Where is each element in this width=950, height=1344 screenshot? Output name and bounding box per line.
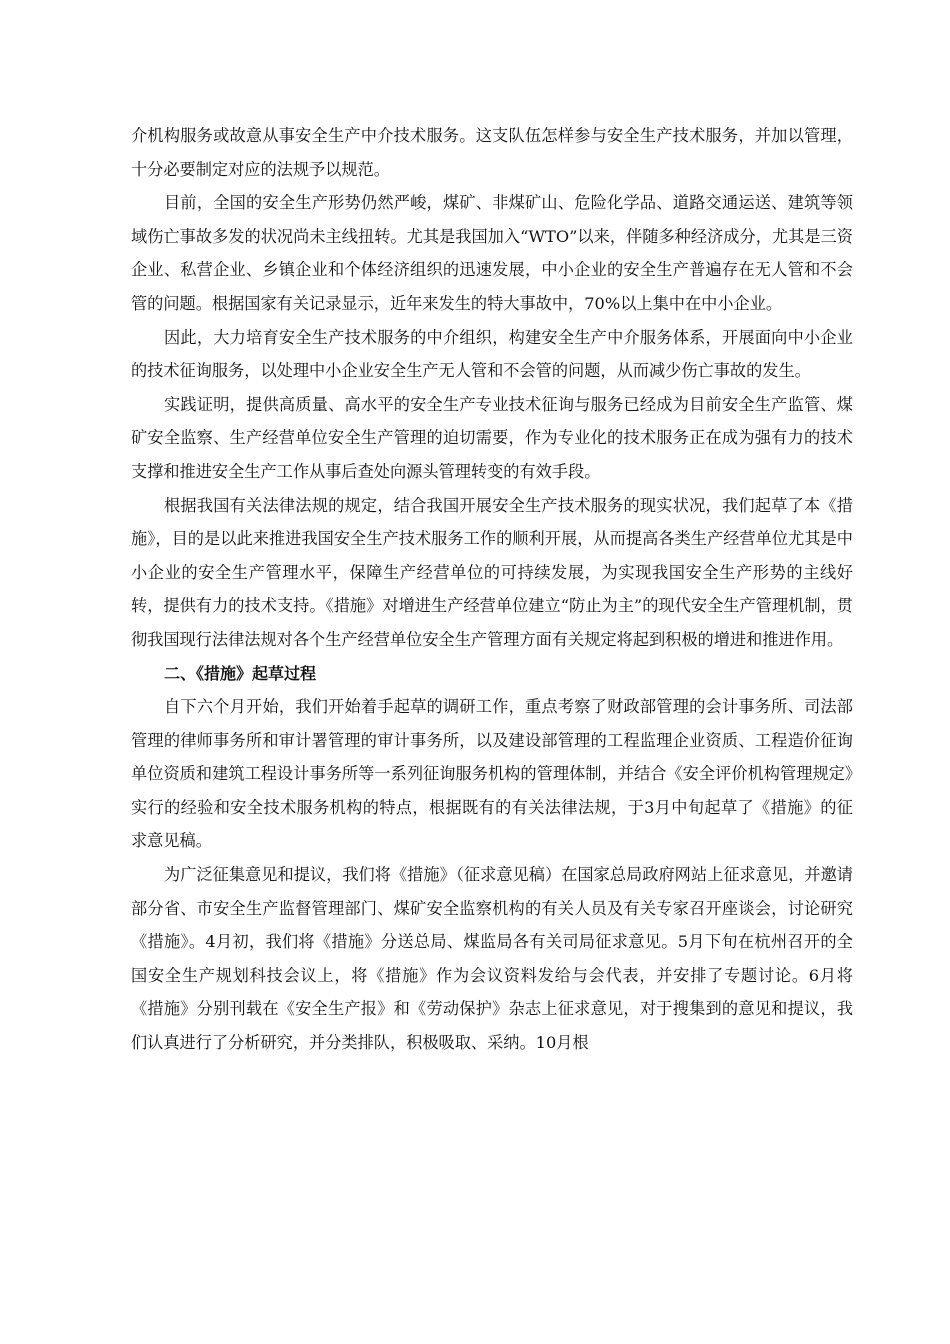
paragraph-drafting-purpose: 根据我国有关法律法规的规定，结合我国开展安全生产技术服务的现实状况，我们起草了本《措施》，目的是以此来推进我国安全生产技术服务工作的顺利开展，从而提高各类生产经营单位尤其是中小企业的安全生产管理水平，保障生产经营单位的可持续发展，为实现我国安全生产形势的主线好转，提供有力的技术支持。《措施》对增进生产经营单位建立“防止为主”的现代安全生产管理机制，贯彻我国现行法律法规对各个生产经营单位安全生产管理方面有关规定将起到积极的增进和推进作用。 [131,495,853,649]
paragraph-soliciting-opinions: 为广泛征集意见和提议，我们将《措施》（征求意见稿）在国家总局政府网站上征求意见，并邀请部分省、市安全生产监督管理部门、煤矿安全监察机构的有关人员及有关专家召开座谈会，讨论研究《措施》。4月初，我们将《措施》分送总局、煤监局各有关司局征求意见。5月下旬在杭州召开的全国安全生产规划科技会议上，将《措施》作为会议资料发给与会代表，并安排了专题讨论。6月将《措施》分别刊载在《安全生产报》和《劳动保护》杂志上征求意见，对于搜集到的意见和提议，我们认真进行了分析研究，并分类排队，积极吸取、采纳。10月根 [131,865,853,1053]
paragraph-research-work: 自下六个月开始，我们开始着手起草的调研工作，重点考察了财政部管理的会计事务所、司法部管理的律师事务所和审计署管理的审计事务所，以及建设部管理的工程监理企业资质、工程造价征询单位资质和建筑工程设计事务所等一系列征询服务机构的管理体制，并结合《安全评价机构管理规定》实行的经验和安全技术服务机构的特点，根据既有的有关法律法规，于3月中旬起草了《措施》的征求意见稿。 [131,697,853,851]
paragraph-intermediary-system: 因此，大力培育安全生产技术服务的中介组织，构建安全生产中介服务体系，开展面向中小企业的技术征询服务，以处理中小企业安全生产无人管和不会管的问题，从而减少伤亡事故的发生。 [131,327,853,381]
document-body [131,119,853,1060]
section-heading: 二、《措施》起草过程 [164,663,317,683]
paragraph-continuation: 介机构服务或故意从事安全生产中介技术服务。这支队伍怎样参与安全生产技术服务，并加以管理，十分必要制定对应的法规予以规范。 [131,126,853,179]
paragraph-safety-situation: 目前，全国的安全生产形势仍然严峻，煤矿、非煤矿山、危险化学品、道路交通运送、建筑等领域伤亡事故多发的状况尚未主线扭转。尤其是我国加入“WTO”以来，伴随多种经济成分，尤其是三资企业、私营企业、乡镇企业和个体经济组织的迅速发展，中小企业的安全生产普遍存在无人管和不会管的问题。根据国家有关记录显示，近年来发生的特大事故中，70%以上集中在中小企业。 [131,193,853,313]
paragraph-practice-proof: 实践证明，提供高质量、高水平的安全生产专业技术征询与服务已经成为目前安全生产监管、煤矿安全监察、生产经营单位安全生产管理的迫切需要，作为专业化的技术服务正在成为强有力的技术支撑和推进安全生产工作从事后查处向源头管理转变的有效手段。 [131,394,853,481]
